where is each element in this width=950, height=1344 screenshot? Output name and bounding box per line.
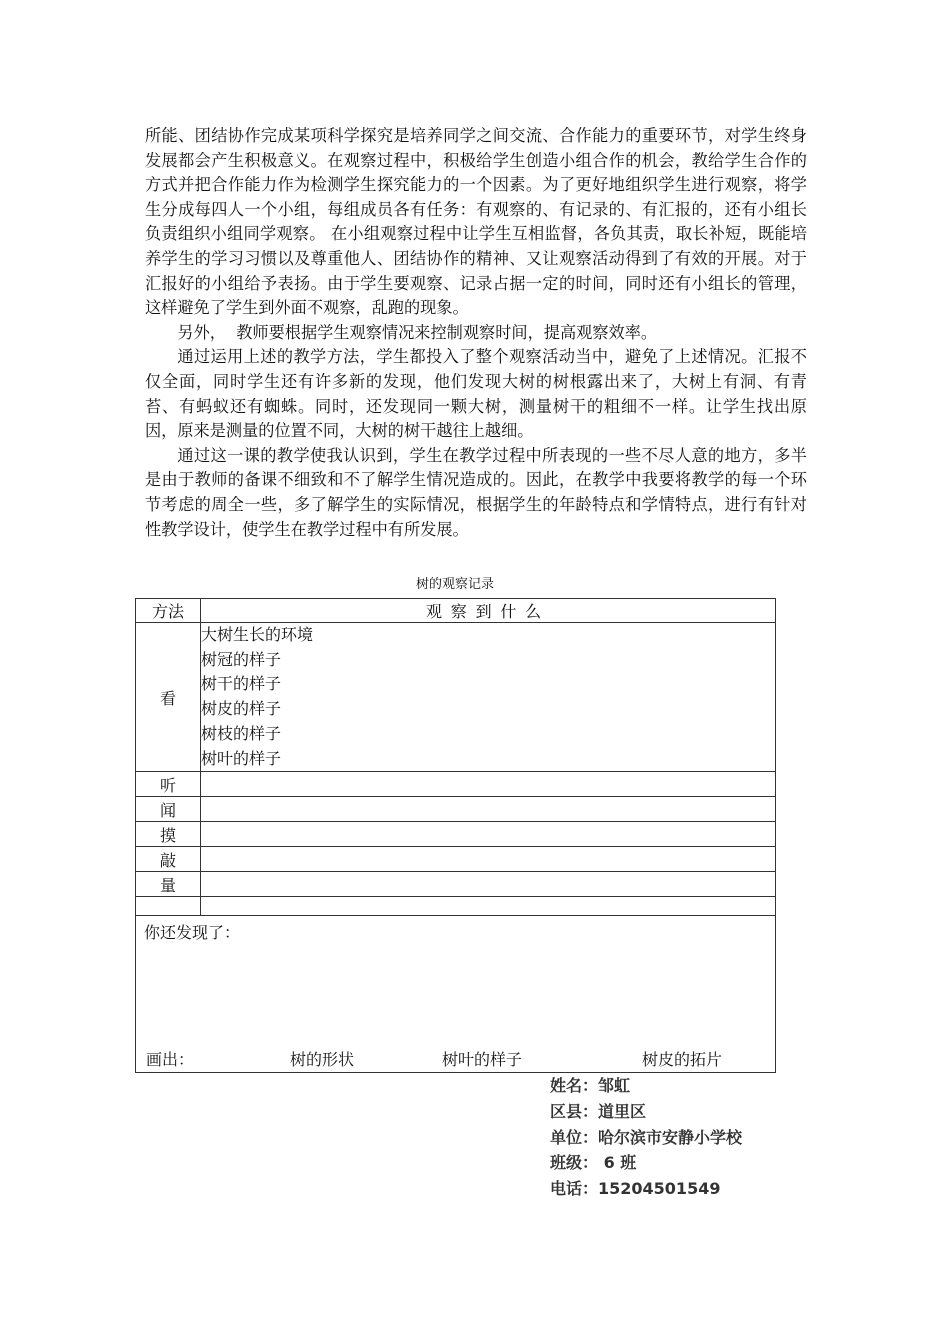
method-empty	[136, 897, 201, 916]
body-paragraph-3: 通过运用上述的教学方法，学生都投入了整个观察活动当中，避免了上述情况。汇报不仅全面，同时学生还有许多新的发现，他们发现大树的树根露出来了，大树上有洞、有青苔、有蚂蚁还有蜘蛛。同时，还发现同一颗大树，测量树干的粗细不一样。让学生找出原因，原来是测量的位置不同，大树的树干越往上越细。	[145, 347, 807, 441]
method-see: 看	[136, 623, 201, 772]
draw-item: 树皮的拓片	[642, 1050, 723, 1070]
author-signature	[550, 1073, 742, 1202]
cell-knock	[201, 847, 776, 872]
author-class: 班级： 6 班	[550, 1153, 637, 1173]
method-listen: 听	[136, 772, 201, 797]
author-unit: 单位：哈尔滨市安静小学校	[550, 1127, 743, 1147]
see-items	[201, 623, 776, 772]
body-paragraph-2: 另外， 教师要根据学生观察情况来控制观察时间，提高观察效率。	[177, 322, 658, 342]
author-phone: 电话：15204501549	[550, 1179, 721, 1199]
table-caption: 树的观察记录	[415, 577, 494, 592]
method-measure: 量	[136, 872, 201, 897]
cell-touch	[201, 822, 776, 847]
body-paragraph-4: 通过这一课的教学使我认识到，学生在教学过程中所表现的一些不尽人意的地方，多半是由于教师的备课不细致和不了解学生情况造成的。因此，在教学中我要将教学的每一个环节考虑的周全一些，多了解学生的实际情况，根据学生的年龄特点和学情特点，进行有针对性教学设计，使学生在教学过程中有所发展。	[145, 445, 807, 539]
author-district: 区县：道里区	[550, 1101, 647, 1121]
table-row-found	[136, 916, 776, 1073]
table-row-see	[136, 623, 776, 772]
cell-measure	[201, 872, 776, 897]
see-item: 大树生长的环境	[201, 625, 314, 644]
method-touch: 摸	[136, 822, 201, 847]
see-item: 树冠的样子	[201, 649, 282, 669]
see-item: 树叶的样子	[201, 748, 282, 768]
draw-row	[146, 1047, 765, 1070]
cell-empty	[201, 897, 776, 916]
table-row-measure	[136, 872, 776, 897]
header-method: 方法	[136, 599, 201, 623]
draw-item: 树的形状	[290, 1050, 355, 1070]
cell-smell	[201, 797, 776, 822]
body-paragraph-1: 所能、团结协作完成某项科学探究是培养同学之间交流、合作能力的重要环节，对学生终身发展都会产生积极意义。在观察过程中，积极给学生创造小组合作的机会，教给学生合作的方式并把合作能力作为检测学生探究能力的一个因素。为了更好地组织学生进行观察，将学生分成每四人一个小组，每组成员各有任务：有观察的、有记录的、有汇报的，还有小组长负责组织小组同学观察。 在小组观察过程中让学生互相监督，各负其责，取长补短，既能培养学生的学习习惯以及尊重他人、团结协作的精神、又让观察活动得到了有效的开展。对于汇报好的小组给予表扬。由于学生要观察、记录占据一定的时间，同时还有小组长的管理，这样避免了学生到外面不观察，乱跑的现象。	[145, 126, 807, 318]
found-label: 你还发现了：	[144, 923, 241, 943]
method-smell: 闻	[136, 797, 201, 822]
see-item: 树干的样子	[201, 674, 282, 694]
draw-item: 树叶的样子	[442, 1050, 523, 1070]
table-row-empty	[136, 897, 776, 916]
found-cell	[136, 916, 776, 1073]
table-row-smell	[136, 797, 776, 822]
author-name: 姓名：邹虹	[550, 1076, 631, 1095]
see-item: 树枝的样子	[201, 723, 282, 743]
table-header-row	[136, 599, 776, 623]
table-row-knock	[136, 847, 776, 872]
table-row-touch	[136, 822, 776, 847]
body-text	[145, 124, 807, 542]
draw-label: 画出：	[146, 1050, 195, 1070]
method-knock: 敲	[136, 847, 201, 872]
header-what: 观察到什么	[201, 599, 776, 623]
see-item: 树皮的样子	[201, 699, 282, 719]
observation-record-table	[135, 598, 776, 1073]
table-row-listen	[136, 772, 776, 797]
cell-listen	[201, 772, 776, 797]
